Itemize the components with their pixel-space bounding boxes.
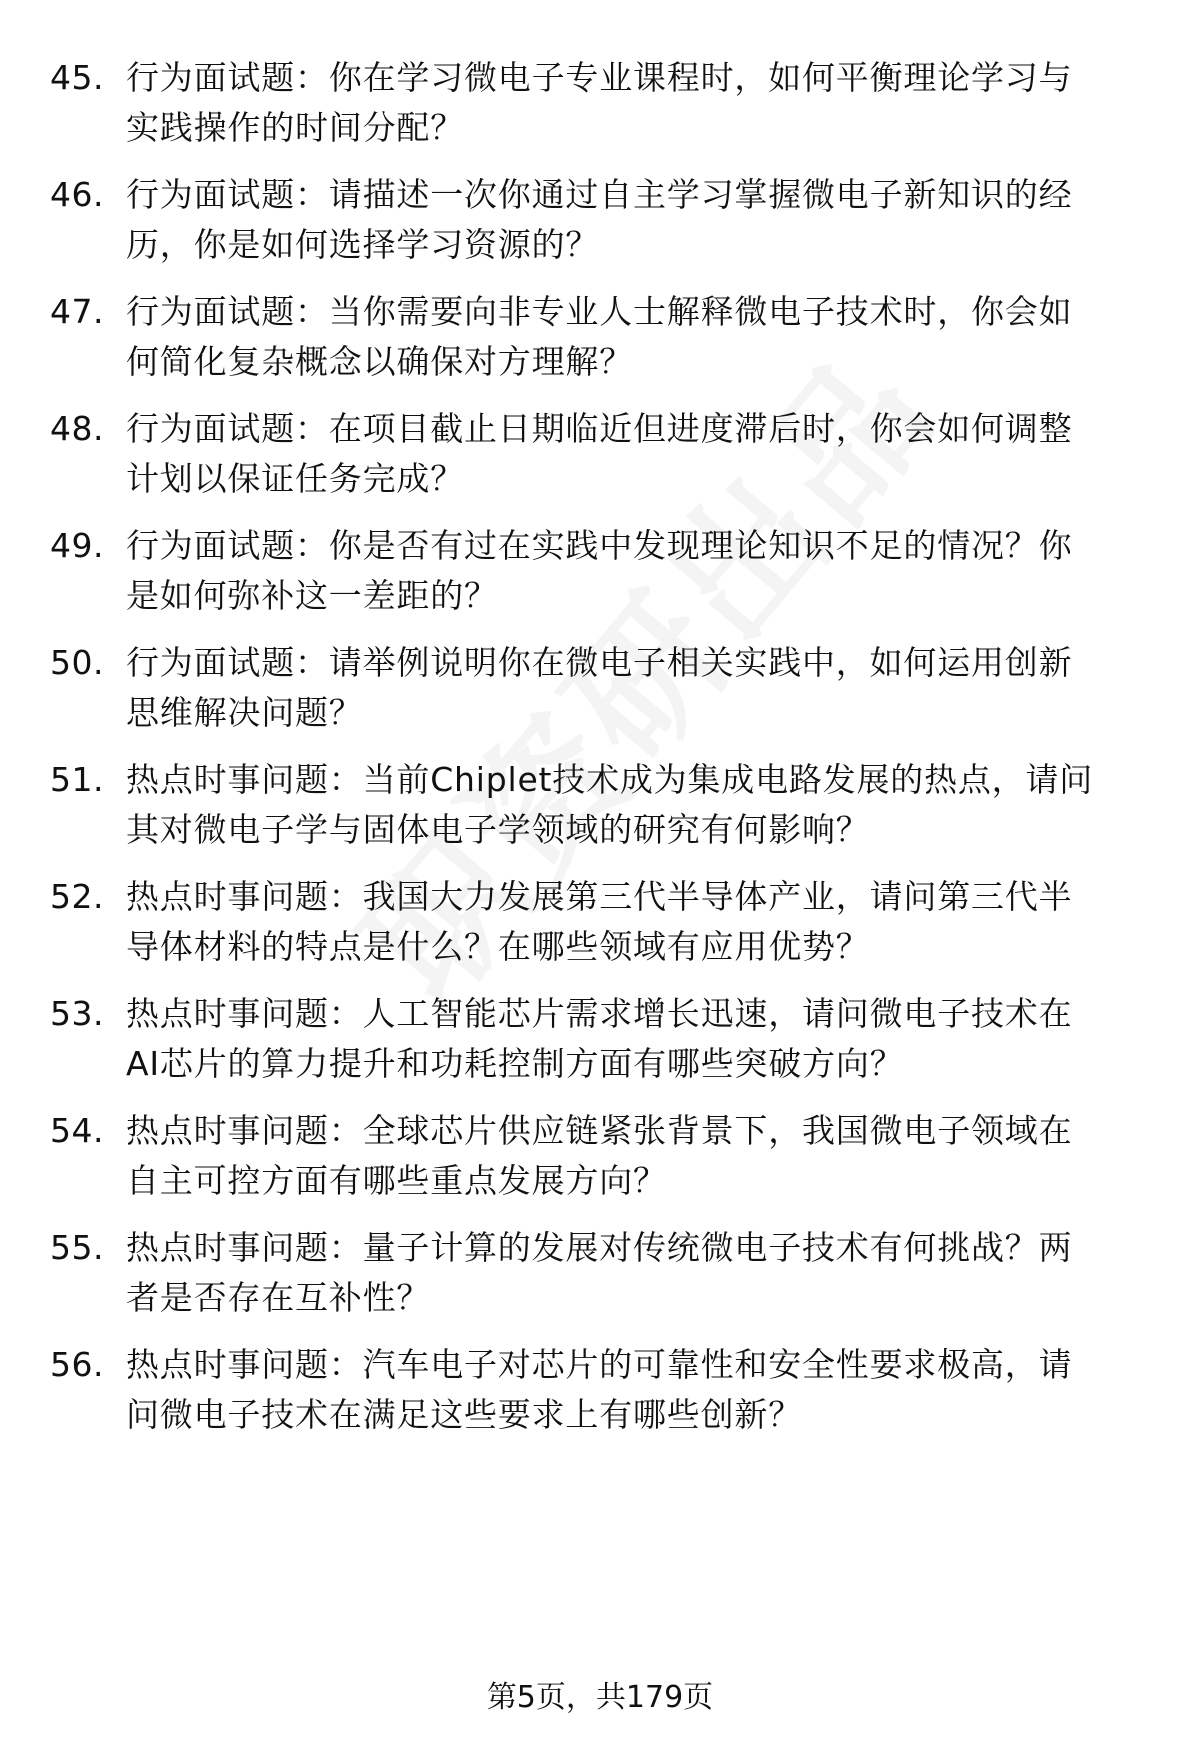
question-line: 导体材料的特点是什么？在哪些领域有应用优势？ bbox=[126, 927, 870, 966]
question-number: 45. bbox=[50, 58, 104, 97]
question-text bbox=[126, 170, 1156, 270]
question-line: AI芯片的算力提升和功耗控制方面有哪些突破方向？ bbox=[126, 1044, 904, 1083]
question-text bbox=[126, 287, 1156, 387]
question-text bbox=[126, 1340, 1156, 1440]
question-line: 热点时事问题：人工智能芯片需求增长迅速，请问微电子技术在 bbox=[126, 994, 1073, 1033]
question-item bbox=[0, 287, 1200, 397]
question-item bbox=[0, 989, 1200, 1099]
question-item bbox=[0, 1340, 1200, 1450]
question-item bbox=[0, 1223, 1200, 1333]
question-number: 47. bbox=[50, 292, 104, 331]
question-number: 46. bbox=[50, 175, 104, 214]
question-number: 51. bbox=[50, 760, 104, 799]
question-number: 48. bbox=[50, 409, 104, 448]
question-text bbox=[126, 638, 1156, 738]
question-item bbox=[0, 404, 1200, 514]
question-item bbox=[0, 638, 1200, 748]
question-number: 49. bbox=[50, 526, 104, 565]
question-line: 热点时事问题：全球芯片供应链紧张背景下，我国微电子领域在 bbox=[126, 1111, 1073, 1150]
question-line: 热点时事问题：汽车电子对芯片的可靠性和安全性要求极高，请 bbox=[126, 1345, 1073, 1384]
question-line: 历，你是如何选择学习资源的？ bbox=[126, 225, 600, 264]
question-line: 问微电子技术在满足这些要求上有哪些创新？ bbox=[126, 1395, 802, 1434]
question-line: 行为面试题：请举例说明你在微电子相关实践中，如何运用创新 bbox=[126, 643, 1073, 682]
question-line: 行为面试题：你在学习微电子专业课程时，如何平衡理论学习与 bbox=[126, 58, 1073, 97]
question-text bbox=[126, 755, 1156, 855]
question-number: 52. bbox=[50, 877, 104, 916]
question-line: 何简化复杂概念以确保对方理解？ bbox=[126, 342, 633, 381]
question-text bbox=[126, 53, 1156, 153]
question-line: 热点时事问题：当前Chiplet技术成为集成电路发展的热点，请问 bbox=[126, 760, 1094, 799]
page-number-footer: 第5页，共179页 bbox=[486, 1680, 714, 1715]
question-line: 者是否存在互补性？ bbox=[126, 1278, 431, 1317]
question-text bbox=[126, 989, 1156, 1089]
question-line: 行为面试题：请描述一次你通过自主学习掌握微电子新知识的经 bbox=[126, 175, 1073, 214]
question-line: 是如何弥补这一差距的？ bbox=[126, 576, 498, 615]
question-line: 自主可控方面有哪些重点发展方向？ bbox=[126, 1161, 667, 1200]
question-line: 计划以保证任务完成？ bbox=[126, 459, 464, 498]
question-text bbox=[126, 1106, 1156, 1206]
question-number: 55. bbox=[50, 1228, 104, 1267]
question-item bbox=[0, 170, 1200, 280]
question-number: 53. bbox=[50, 994, 104, 1033]
question-item bbox=[0, 53, 1200, 163]
question-text bbox=[126, 521, 1156, 621]
question-line: 热点时事问题：我国大力发展第三代半导体产业，请问第三代半 bbox=[126, 877, 1073, 916]
question-number: 50. bbox=[50, 643, 104, 682]
question-number: 56. bbox=[50, 1345, 104, 1384]
question-text bbox=[126, 1223, 1156, 1323]
question-line: 实践操作的时间分配？ bbox=[126, 108, 464, 147]
question-line: 思维解决问题？ bbox=[126, 693, 363, 732]
question-item bbox=[0, 872, 1200, 982]
question-item bbox=[0, 521, 1200, 631]
question-item bbox=[0, 755, 1200, 865]
question-text bbox=[126, 872, 1156, 972]
question-line: 热点时事问题：量子计算的发展对传统微电子技术有何挑战？两 bbox=[126, 1228, 1073, 1267]
question-line: 行为面试题：当你需要向非专业人士解释微电子技术时，你会如 bbox=[126, 292, 1073, 331]
question-line: 行为面试题：你是否有过在实践中发现理论知识不足的情况？你 bbox=[126, 526, 1073, 565]
question-line: 行为面试题：在项目截止日期临近但进度滞后时，你会如何调整 bbox=[126, 409, 1073, 448]
question-item bbox=[0, 1106, 1200, 1216]
question-number: 54. bbox=[50, 1111, 104, 1150]
question-line: 其对微电子学与固体电子学领域的研究有何影响？ bbox=[126, 810, 870, 849]
question-text bbox=[126, 404, 1156, 504]
